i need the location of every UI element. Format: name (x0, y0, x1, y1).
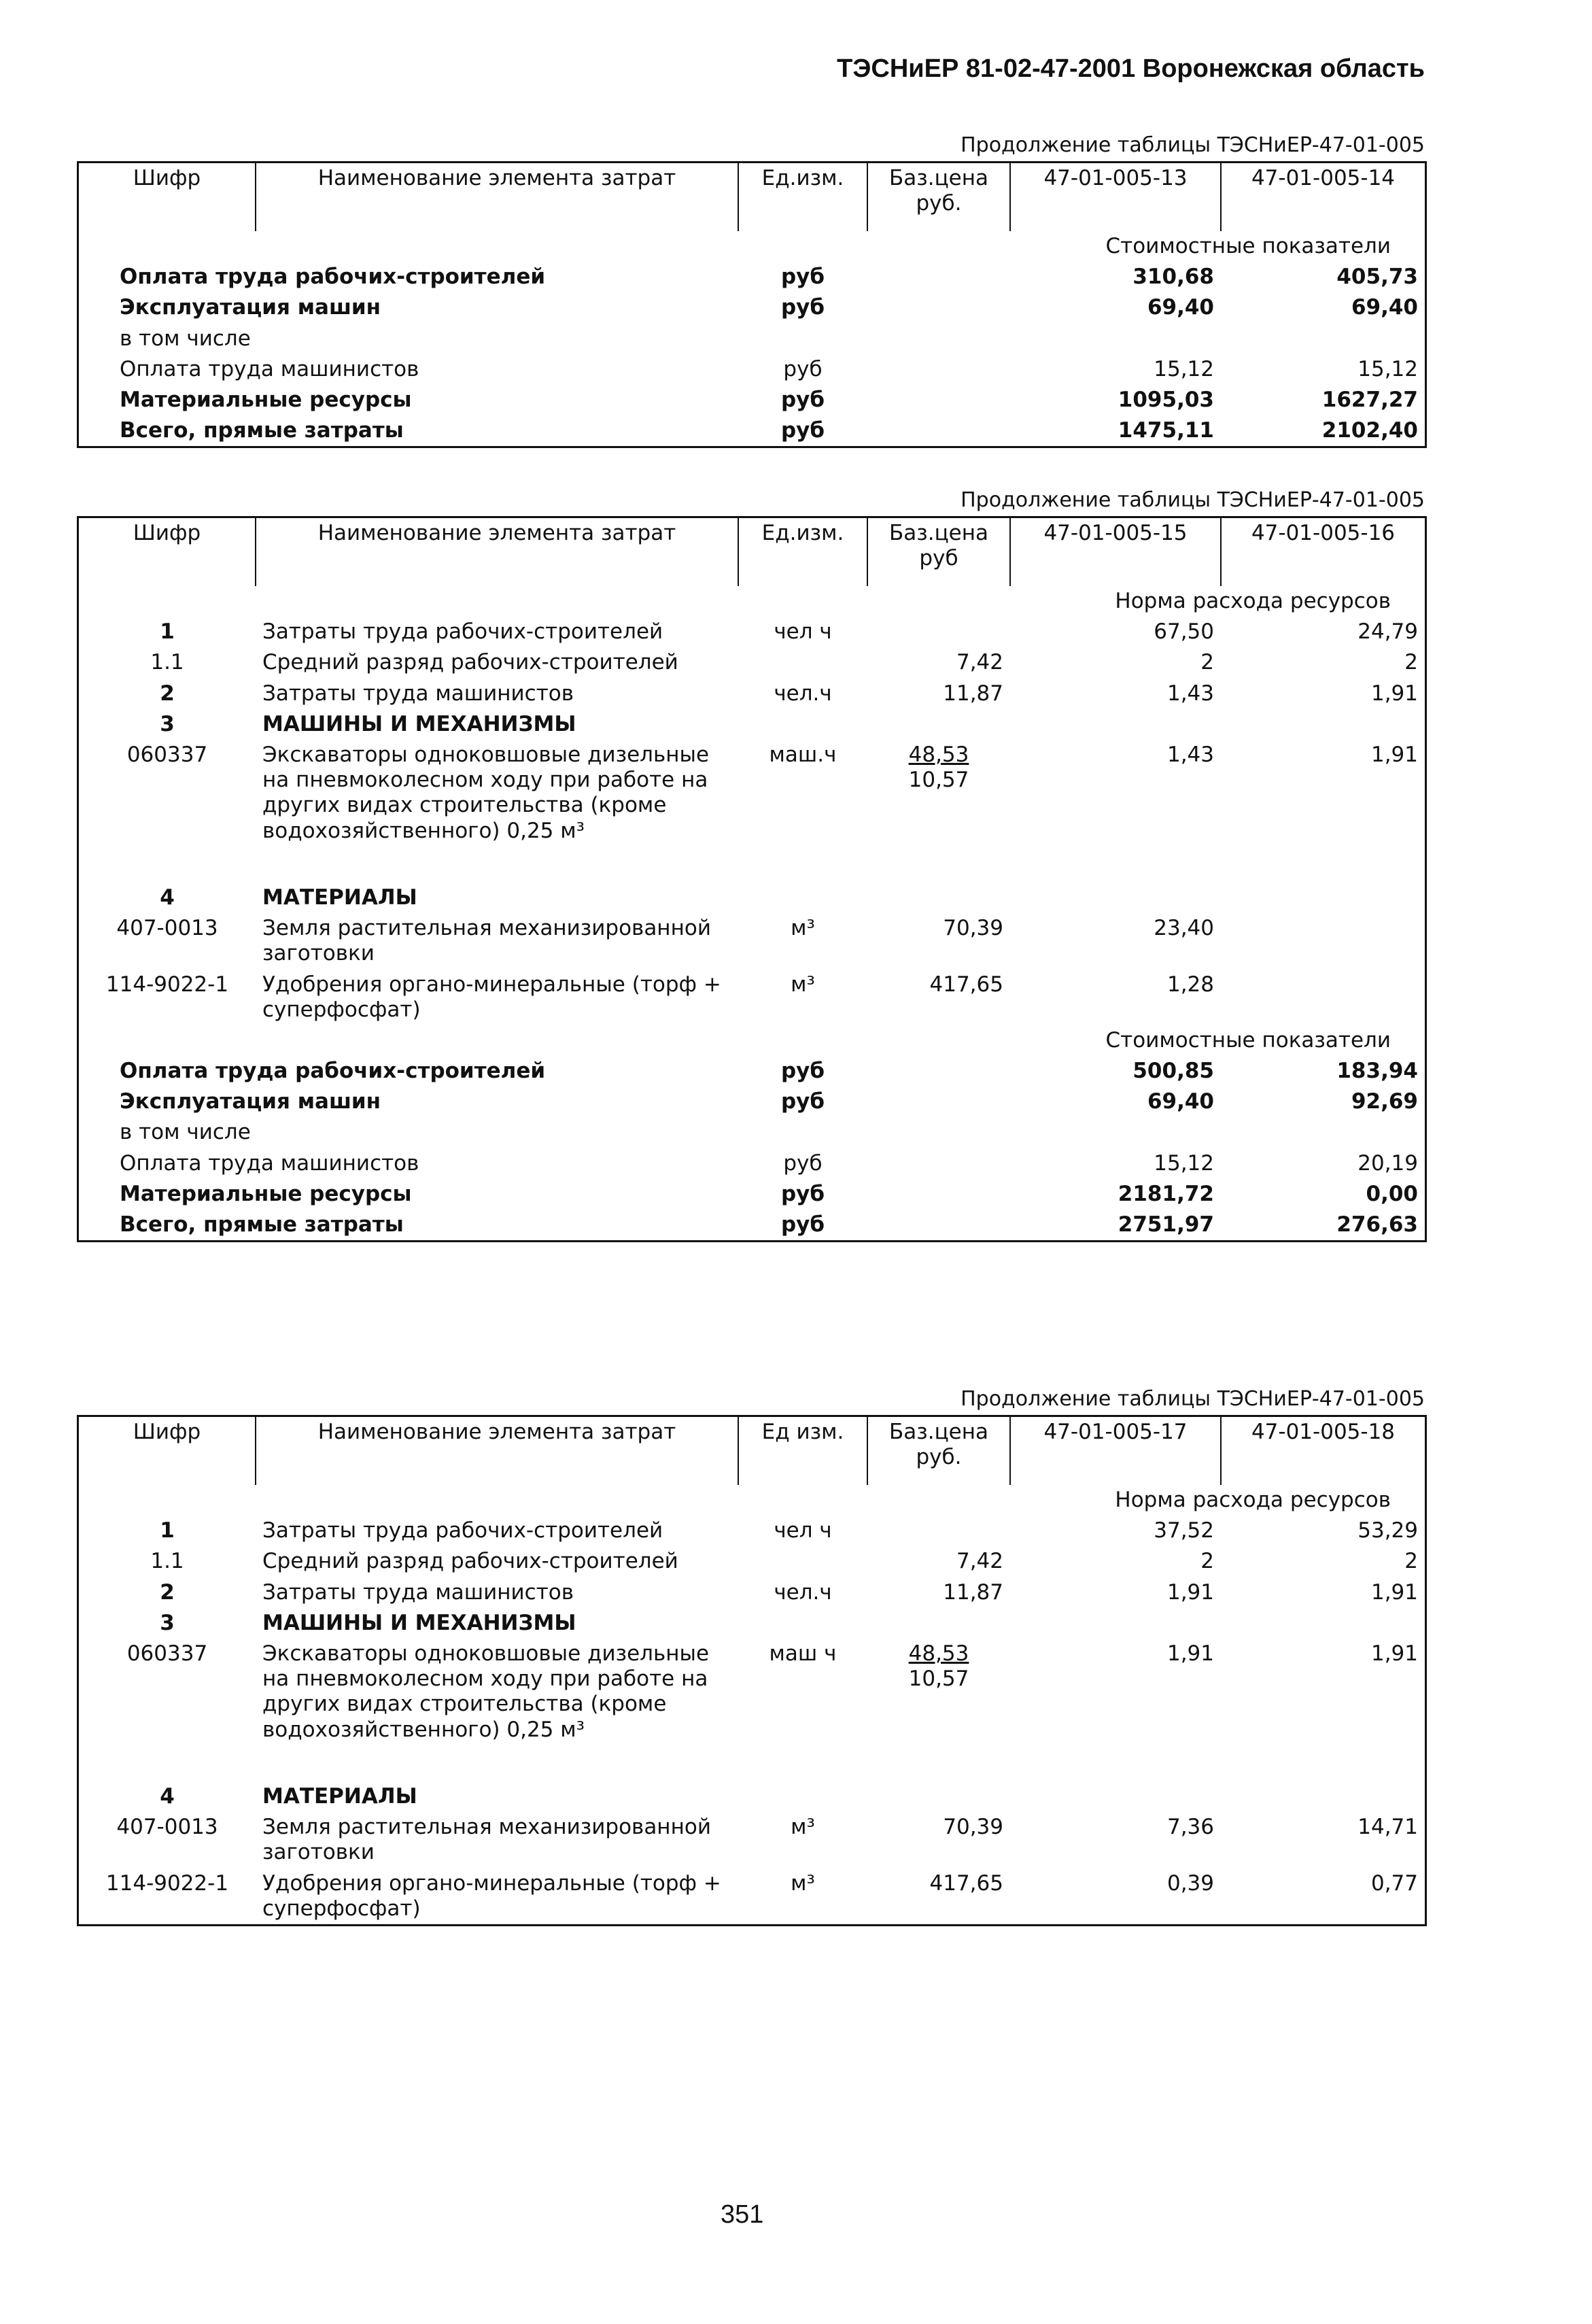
table-cell: 060337 (126, 1641, 208, 1666)
table-cell: 2 (160, 681, 175, 706)
table-cell: 500,85 (1132, 1059, 1214, 1084)
table-cell: Всего, прямые затраты (120, 418, 404, 443)
table-cell: чел.ч (774, 681, 832, 706)
table-row (79, 1868, 1425, 1924)
table-cell: чел ч (774, 1518, 832, 1543)
price-numerator: 48,53 (908, 1641, 969, 1666)
table-cell (867, 1781, 1010, 1812)
table-cell: 276,63 (1336, 1212, 1418, 1237)
table-cell (867, 324, 1010, 354)
table-cell: Земля растительная механизированной заготовки (262, 916, 711, 966)
table-cell: 3 (160, 711, 175, 736)
table-cell: 1.1 (150, 650, 184, 675)
table-cell: руб (780, 295, 825, 320)
table-cell: руб (780, 264, 825, 290)
table-cell (1010, 709, 1221, 740)
table-cell (1221, 913, 1425, 969)
table-row (79, 1546, 1425, 1577)
table-cell: 407-0013 (116, 916, 218, 941)
table-cell (1221, 1608, 1425, 1639)
table-cell: в том числе (120, 326, 251, 351)
table-cell (1010, 1781, 1221, 1812)
table-cell: Оплата труда рабочих-строителей (120, 1059, 546, 1084)
table-row (79, 617, 1425, 647)
table-cell: Материальные ресурсы (120, 387, 412, 412)
table-caption: Продолжение таблицы ТЭСНиЕР-47-01-005 (961, 488, 1425, 512)
table-cell: 183,94 (1336, 1059, 1418, 1084)
header-name: Наименование элемента затрат (256, 163, 738, 231)
table-cell: 11,87 (943, 1579, 1003, 1605)
table-cell: 1.1 (150, 1549, 184, 1574)
table-cell: Затраты труда рабочих-строителей (262, 1518, 663, 1543)
table-cell (738, 883, 867, 913)
price-denominator: 10,57 (908, 768, 969, 793)
table-cell (1221, 709, 1425, 740)
table-cell: 4 (160, 885, 175, 910)
section-title: Норма расхода ресурсов (1115, 589, 1391, 613)
table-cell: 2181,72 (1118, 1181, 1214, 1206)
table-cell: 67,50 (1154, 619, 1214, 645)
header-unit: Ед.изм. (738, 163, 867, 231)
table-cell: 1 (160, 1518, 175, 1543)
table-cell (1221, 970, 1425, 1025)
table-cell: 15,12 (1154, 1150, 1214, 1176)
table-cell: 2 (1404, 1549, 1418, 1574)
header-code: Шифр (133, 521, 201, 545)
table-cell: 69,40 (1351, 295, 1418, 320)
table-cell (867, 385, 1010, 415)
table-cell: 69,40 (1147, 295, 1214, 320)
table-row (79, 740, 1425, 883)
table-cell: Оплата труда рабочих-строителей (120, 264, 546, 290)
table-cell (867, 617, 1010, 647)
table-cell (867, 1179, 1010, 1210)
table-row (79, 1608, 1425, 1639)
table-cell: 1627,27 (1321, 387, 1418, 412)
table-cell: чел ч (774, 619, 832, 645)
header-col-a: 47-01-005-13 (1010, 163, 1221, 231)
table-cell: 2102,40 (1321, 418, 1418, 443)
header-price: Баз.цена руб. (867, 163, 1010, 231)
table-cell (867, 354, 1010, 385)
table-cell: 2751,97 (1118, 1212, 1214, 1237)
table-cell: руб (780, 1089, 825, 1114)
table-cell: Экскаваторы одноковшовые дизельные на пневмоколесном ходу при работе на других видах строительства (кроме водохозяйственного) 0,25 м³ (262, 1641, 710, 1742)
section-title: Норма расхода ресурсов (1115, 1488, 1391, 1512)
summary-row (79, 1117, 1425, 1148)
estimate-table-3 (79, 1417, 1425, 1924)
table-cell (867, 1117, 1010, 1148)
table-caption: Продолжение таблицы ТЭСНиЕР-47-01-005 (961, 133, 1425, 157)
table-row (79, 1577, 1425, 1608)
table-cell (738, 1546, 867, 1577)
table-cell: МАШИНЫ И МЕХАНИЗМЫ (262, 1610, 576, 1635)
table-row (79, 883, 1425, 913)
table-cell: 114-9022-1 (105, 1870, 229, 1896)
table-cell: 114-9022-1 (105, 972, 229, 997)
table-cell: 060337 (126, 742, 208, 767)
table-cell (867, 883, 1010, 913)
summary-row (79, 1056, 1425, 1087)
header-name: Наименование элемента затрат (256, 518, 738, 586)
table-cell: маш ч (769, 1641, 837, 1666)
header-unit: Ед.изм. (738, 518, 867, 586)
header-price: Баз.цена руб. (867, 1417, 1010, 1485)
summary-row (79, 1087, 1425, 1117)
table-cell: 15,12 (1357, 356, 1418, 381)
table-cell: 37,52 (1154, 1518, 1214, 1543)
table-cell: руб (780, 1212, 825, 1237)
table-caption: Продолжение таблицы ТЭСНиЕР-47-01-005 (961, 1387, 1425, 1411)
table-cell (867, 415, 1010, 446)
table-cell: Эксплуатация машин (120, 1089, 381, 1114)
header-col-a: 47-01-005-17 (1010, 1417, 1221, 1485)
table-cell (738, 324, 867, 354)
table-cell (867, 1148, 1010, 1179)
table-cell: 1,43 (1166, 742, 1214, 767)
table-cell: Затраты труда рабочих-строителей (262, 619, 663, 645)
header-col-b: 47-01-005-14 (1221, 163, 1425, 231)
table-cell: руб (780, 418, 825, 443)
summary-row (79, 262, 1425, 292)
table-cell: 2 (1200, 650, 1214, 675)
table-cell: 23,40 (1154, 916, 1214, 941)
summary-row (79, 1210, 1425, 1240)
table-cell: 15,12 (1154, 356, 1214, 381)
table-cell: 20,19 (1357, 1150, 1418, 1176)
table-row (79, 647, 1425, 678)
summary-row (79, 1179, 1425, 1210)
table-cell: чел.ч (774, 1579, 832, 1605)
table-cell (867, 1087, 1010, 1117)
header-code: Шифр (133, 166, 201, 190)
header-unit: Ед изм. (738, 1417, 867, 1485)
table-cell (1010, 883, 1221, 913)
table-cell: Оплата труда машинистов (120, 356, 419, 381)
summary-row (79, 385, 1425, 415)
price-denominator: 10,57 (908, 1667, 969, 1692)
table-cell: 1,91 (1370, 1579, 1418, 1605)
table-cell: руб (783, 356, 823, 381)
table-cell: 1 (160, 619, 175, 645)
table-cell: в том числе (120, 1120, 251, 1145)
page-number: 351 (721, 2200, 764, 2229)
table-cell: 0,00 (1366, 1181, 1418, 1206)
table-cell (867, 1210, 1010, 1240)
summary-row (79, 1148, 1425, 1179)
table-cell: Затраты труда машинистов (262, 681, 574, 706)
table-cell (867, 1056, 1010, 1087)
table-row (79, 1516, 1425, 1546)
section-title: Стоимостные показатели (1105, 234, 1391, 258)
header-col-a: 47-01-005-15 (1010, 518, 1221, 586)
table-cell: 2 (160, 1579, 175, 1605)
table-cell: 1,91 (1370, 1641, 1418, 1666)
table-cell: 24,79 (1357, 619, 1418, 645)
table-cell: Экскаваторы одноковшовые дизельные на пневмоколесном ходу при работе на других видах строительства (кроме водохозяйственного) 0,25 м³ (262, 742, 710, 843)
table-cell: 1,91 (1166, 1579, 1214, 1605)
price-numerator: 48,53 (908, 742, 969, 767)
table-cell (1221, 883, 1425, 913)
table-cell: 1,91 (1370, 742, 1418, 767)
table-cell: м³ (791, 1870, 815, 1896)
table-cell: МАТЕРИАЛЫ (262, 1783, 417, 1809)
summary-row (79, 354, 1425, 385)
table-cell: м³ (791, 916, 815, 941)
table-cell: 1,43 (1166, 681, 1214, 706)
table-cell: Материальные ресурсы (120, 1181, 412, 1206)
table-cell (867, 1516, 1010, 1546)
summary-row (79, 415, 1425, 446)
table-cell: 1,91 (1166, 1641, 1214, 1666)
table-cell: 3 (160, 1610, 175, 1635)
table-row (79, 1639, 1425, 1781)
table-cell (738, 709, 867, 740)
header-code: Шифр (133, 1420, 201, 1444)
table-cell: 417,65 (929, 1870, 1003, 1896)
table-cell: 310,68 (1132, 264, 1214, 290)
table-cell: Всего, прямые затраты (120, 1212, 404, 1237)
table-cell: руб (780, 1059, 825, 1084)
table-cell: Удобрения органо-минеральные (торф + суперфосфат) (262, 972, 721, 1022)
table-cell: Удобрения органо-минеральные (торф + суперфосфат) (262, 1870, 721, 1921)
table-cell (867, 740, 1010, 883)
table-cell: 407-0013 (116, 1815, 218, 1840)
table-cell: Затраты труда машинистов (262, 1579, 574, 1605)
table-cell: 2 (1404, 650, 1418, 675)
section-title: Стоимостные показатели (1105, 1027, 1391, 1053)
table-cell: 14,71 (1357, 1815, 1418, 1840)
table-cell (1010, 1117, 1221, 1148)
header-name: Наименование элемента затрат (256, 1417, 738, 1485)
table-row (79, 679, 1425, 709)
table-cell: 1475,11 (1118, 418, 1214, 443)
table-cell: 1,91 (1370, 681, 1418, 706)
table-cell: 0,39 (1166, 1870, 1214, 1896)
table-cell: 1,28 (1166, 972, 1214, 997)
header-col-b: 47-01-005-18 (1221, 1417, 1425, 1485)
table-cell: руб (780, 1181, 825, 1206)
table-cell: 1095,03 (1118, 387, 1214, 412)
table-cell (1010, 1608, 1221, 1639)
table-cell (867, 1608, 1010, 1639)
table-cell: 7,36 (1166, 1815, 1214, 1840)
table-cell: руб (780, 387, 825, 412)
table-cell (1221, 1117, 1425, 1148)
table-cell: Средний разряд рабочих-строителей (262, 1549, 678, 1574)
table-cell: 69,40 (1147, 1089, 1214, 1114)
table-cell: 7,42 (956, 1549, 1003, 1574)
table-cell: м³ (791, 1815, 815, 1840)
table-row (79, 1812, 1425, 1868)
table-cell: 417,65 (929, 972, 1003, 997)
summary-row (79, 292, 1425, 323)
estimate-table-1 (79, 163, 1425, 446)
table-cell (867, 1639, 1010, 1781)
table-cell: 11,87 (943, 681, 1003, 706)
table-cell (738, 1608, 867, 1639)
header-col-b: 47-01-005-16 (1221, 518, 1425, 586)
table-cell: 4 (160, 1783, 175, 1809)
table-cell: маш.ч (769, 742, 837, 767)
table-row (79, 970, 1425, 1025)
table-cell (1221, 324, 1425, 354)
table-cell (867, 292, 1010, 323)
table-cell: 405,73 (1336, 264, 1418, 290)
table-cell (738, 1117, 867, 1148)
summary-row (79, 324, 1425, 354)
estimate-table-2 (79, 518, 1425, 1240)
table-cell: МАТЕРИАЛЫ (262, 885, 417, 910)
table-cell: 53,29 (1357, 1518, 1418, 1543)
table-cell: Оплата труда машинистов (120, 1150, 419, 1176)
table-cell: 2 (1200, 1549, 1214, 1574)
table-cell (867, 262, 1010, 292)
table-cell: МАШИНЫ И МЕХАНИЗМЫ (262, 711, 576, 736)
document-header: ТЭСНиЕР 81-02-47-2001 Воронежская область (837, 54, 1425, 83)
table-cell: Эксплуатация машин (120, 295, 381, 320)
header-price: Баз.цена руб (867, 518, 1010, 586)
table-cell (1010, 324, 1221, 354)
table-cell: 0,77 (1370, 1870, 1418, 1896)
table-cell (1221, 1781, 1425, 1812)
table-cell: 92,69 (1351, 1089, 1418, 1114)
table-cell: руб (783, 1150, 823, 1176)
table-row (79, 913, 1425, 969)
table-cell: м³ (791, 972, 815, 997)
table-row (79, 1781, 1425, 1812)
table-cell (867, 709, 1010, 740)
table-cell (738, 1781, 867, 1812)
table-cell: 7,42 (956, 650, 1003, 675)
table-cell: 70,39 (943, 916, 1003, 941)
table-cell: Земля растительная механизированной заготовки (262, 1815, 711, 1865)
table-cell (738, 647, 867, 678)
table-cell: Средний разряд рабочих-строителей (262, 650, 678, 675)
table-cell: 70,39 (943, 1815, 1003, 1840)
table-row (79, 709, 1425, 740)
